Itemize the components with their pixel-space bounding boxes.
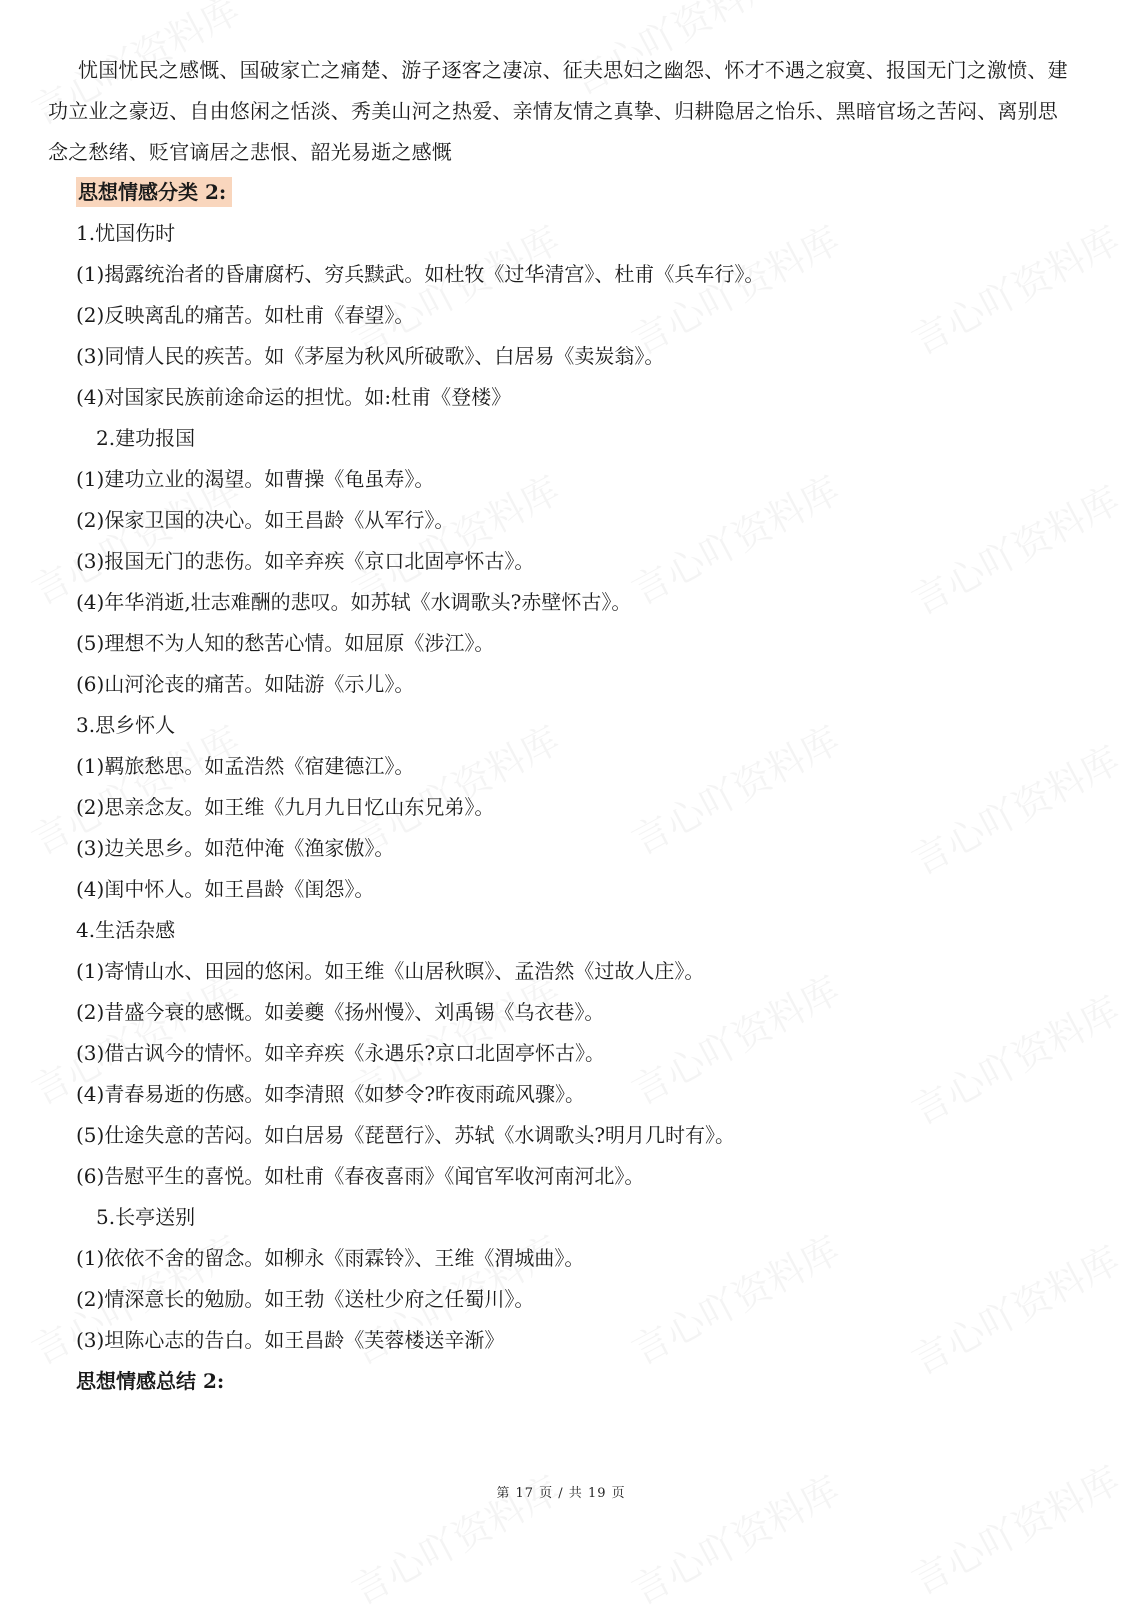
list-item: (2)反映离乱的痛苦。如杜甫《春望》。 <box>76 303 415 327</box>
list-item: (1)羁旅愁思。如孟浩然《宿建德江》。 <box>76 754 415 778</box>
list-item: (2)思亲念友。如王维《九月九日忆山东兄弟》。 <box>76 795 495 819</box>
list-item: (6)山河沦丧的痛苦。如陆游《示儿》。 <box>76 672 415 696</box>
list-item: (2)保家卫国的决心。如王昌龄《从军行》。 <box>76 508 455 532</box>
watermark <box>900 730 1122 886</box>
watermark <box>900 1450 1122 1606</box>
list-item: (3)边关思乡。如范仲淹《渔家傲》。 <box>76 836 395 860</box>
list-item: (3)坦陈心志的告白。如王昌龄《芙蓉楼送辛渐》 <box>76 1328 505 1352</box>
list-item: (4)年华消逝,壮志难酬的悲叹。如苏轼《水调歌头?赤壁怀古》。 <box>76 590 632 614</box>
category-heading: 3.思乡怀人 <box>76 713 176 737</box>
list-item: (2)昔盛今衰的感慨。如姜夔《扬州慢》、刘禹锡《乌衣巷》。 <box>76 1000 605 1024</box>
list-item: (3)借古讽今的情怀。如辛弃疾《永遇乐?京口北固亭怀古》。 <box>76 1041 606 1065</box>
list-item: (1)依依不舍的留念。如柳永《雨霖铃》、王维《渭城曲》。 <box>76 1246 585 1270</box>
list-item: (4)闺中怀人。如王昌龄《闺怨》。 <box>76 877 375 901</box>
list-item: (6)告慰平生的喜悦。如杜甫《春夜喜雨》《闻官军收河南河北》。 <box>76 1164 645 1188</box>
section-heading-summary: 思想情感总结 2: <box>76 1369 225 1393</box>
watermark <box>900 210 1122 366</box>
list-item: (5)理想不为人知的愁苦心情。如屈原《涉江》。 <box>76 631 495 655</box>
list-item: (1)寄情山水、田园的悠闲。如王维《山居秋暝》、孟浩然《过故人庄》。 <box>76 959 705 983</box>
category-heading: 4.生活杂感 <box>76 918 176 942</box>
list-item: (1)建功立业的渴望。如曹操《龟虽寿》。 <box>76 467 435 491</box>
watermark <box>900 980 1122 1136</box>
list-item: (4)对国家民族前途命运的担忧。如:杜甫《登楼》 <box>76 385 512 409</box>
watermark <box>620 710 847 866</box>
category-heading: 5.长亭送别 <box>96 1205 196 1229</box>
category-heading: 2.建功报国 <box>96 426 196 450</box>
intro-paragraph: 忧国忧民之感慨、国破家亡之痛楚、游子逐客之凄凉、征夫思妇之幽怨、怀才不遇之寂寞、报国无门之激愤、建功立业之豪迈、自由悠闲之恬淡、秀美山河之热爱、亲情友情之真挚、归耕隐居之怡乐、黑暗官场之苦闷、离别思念之愁绪、贬官谪居之悲恨、韶光易逝之感慨 <box>48 58 1068 164</box>
list-item: (3)同情人民的疾苦。如《茅屋为秋风所破歌》、白居易《卖炭翁》。 <box>76 344 665 368</box>
section-heading-classification: 思想情感分类 2: <box>76 177 232 207</box>
list-item: (3)报国无门的悲伤。如辛弃疾《京口北固亭怀古》。 <box>76 549 535 573</box>
watermark <box>620 1220 847 1376</box>
category-heading: 1.忧国伤时 <box>76 221 176 245</box>
page-number-footer: 第 17 页 / 共 19 页 <box>496 1486 626 1501</box>
watermark <box>900 470 1122 626</box>
list-item: (5)仕途失意的苦闷。如白居易《琵琶行》、苏轼《水调歌头?明月几时有》。 <box>76 1123 736 1147</box>
watermark <box>620 460 847 616</box>
list-item: (4)青春易逝的伤感。如李清照《如梦令?昨夜雨疏风骤》。 <box>76 1082 586 1106</box>
list-item: (1)揭露统治者的昏庸腐朽、穷兵黩武。如杜牧《过华清宫》、杜甫《兵车行》。 <box>76 262 765 286</box>
watermark <box>900 1230 1122 1386</box>
list-item: (2)情深意长的勉励。如王勃《送杜少府之任蜀川》。 <box>76 1287 535 1311</box>
